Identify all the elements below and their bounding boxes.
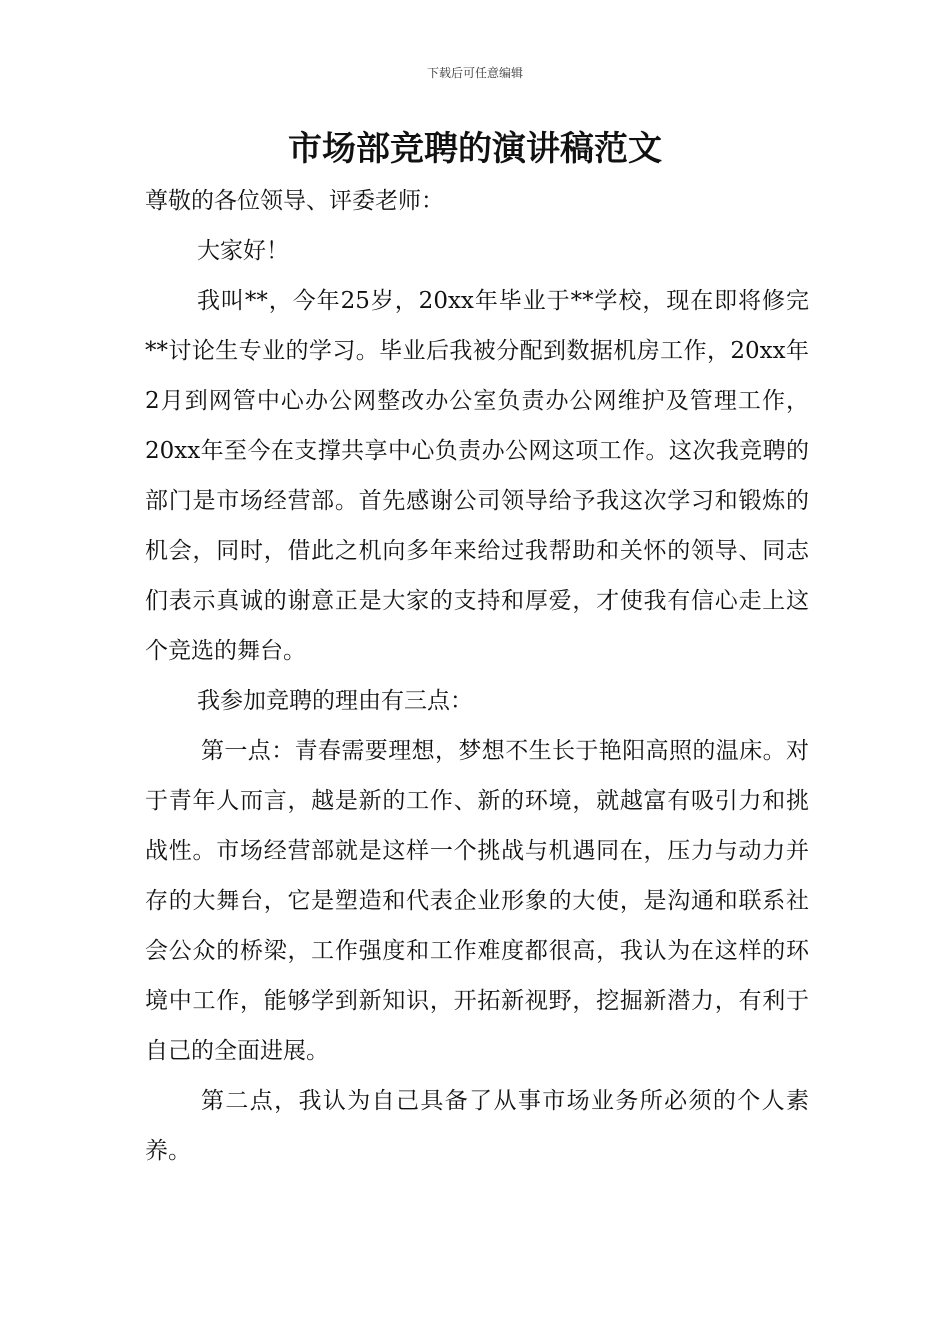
point-two-paragraph: 第二点，我认为自己具备了从事市场业务所必须的个人素养。 — [145, 1088, 809, 1164]
intro-paragraph: 我叫**，今年25岁，20xx年毕业于**学校，现在即将修完**讨论生专业的学习。毕业后我被分配到数据机房工作，20xx年2月到网管中心办公网整改办公室负责办公网维护及管理工作，20xx年至今在支撑共享中心负责办公网这项工作。这次我竞聘的部门是市场经营部。首先感谢公司领导给予我这次学习和锻炼的机会，同时，借此之机向多年来给过我帮助和关怀的领导、同志们表示真诚的谢意正是大家的支持和厚爱，才使我有信心走上这个竞选的舞台。 — [145, 288, 809, 664]
salutation: 尊敬的各位领导、评委老师： — [145, 188, 444, 214]
header-note: 下载后可任意编辑 — [426, 66, 523, 80]
point-one-paragraph: 第一点：青春需要理想，梦想不生长于艳阳高照的温床。对于青年人而言，越是新的工作、新的环境，就越富有吸引力和挑战性。市场经营部就是这样一个挑战与机遇同在，压力与动力并存的大舞台，它是塑造和代表企业形象的大使，是沟通和联系社会公众的桥梁，工作强度和工作难度都很高，我认为在这样的环境中工作，能够学到新知识，开拓新视野，挖掘新潜力，有利于自己的全面进展。 — [145, 738, 809, 1064]
reasons-heading: 我参加竞聘的理由有三点： — [197, 688, 473, 714]
greeting: 大家好！ — [197, 238, 289, 264]
document-body — [145, 176, 809, 1176]
document-title: 市场部竞聘的演讲稿范文 — [288, 129, 662, 169]
